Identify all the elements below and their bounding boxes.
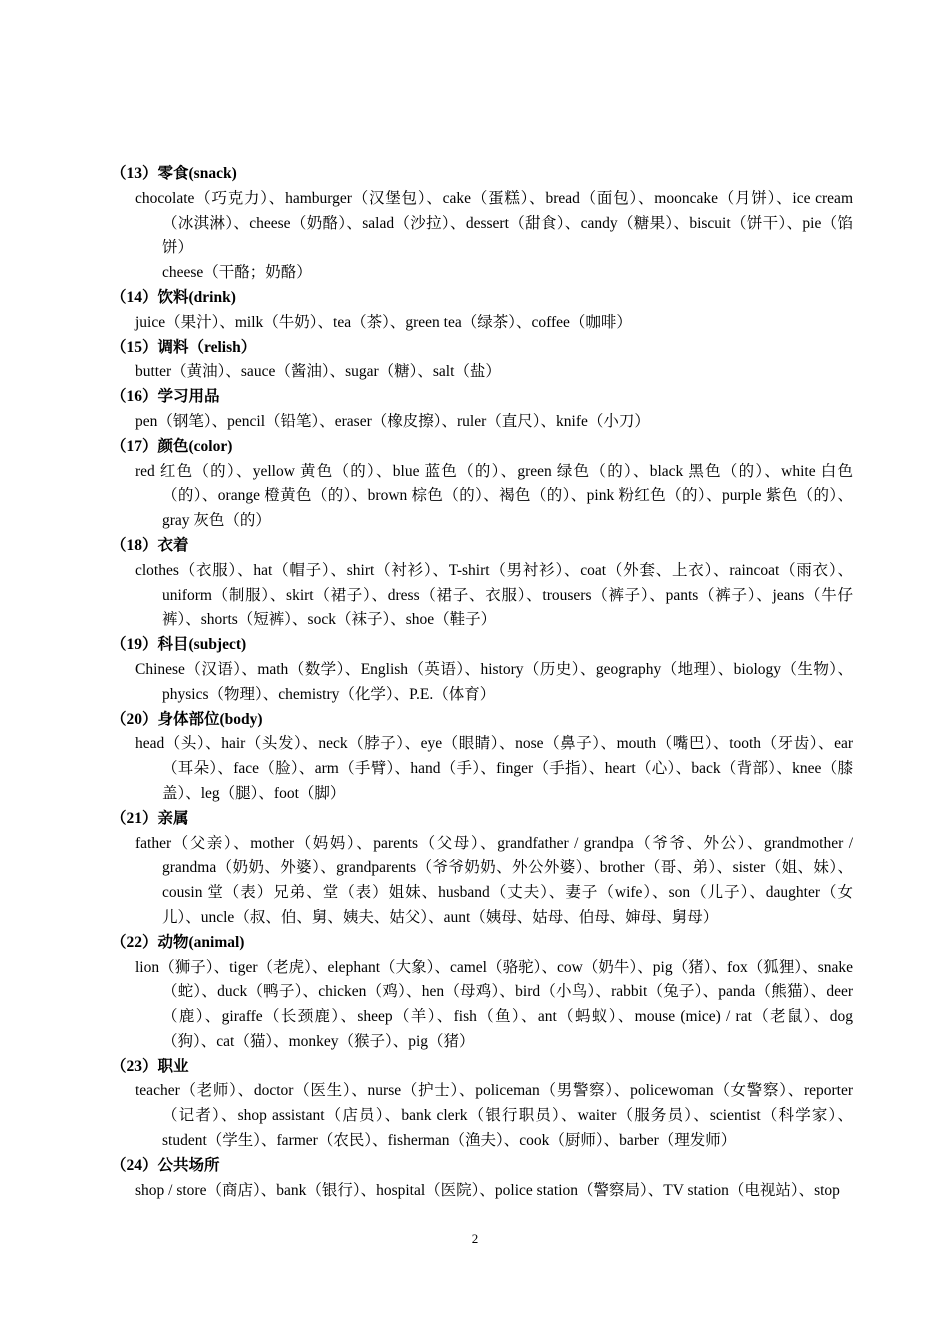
section-heading: （15）调料（relish） (111, 338, 257, 356)
section-text: butter（黄油）、sauce（酱油）、sugar（糖）、salt（盐） (135, 363, 501, 381)
section-heading: （24）公共场所 (111, 1156, 220, 1174)
section-stationery (111, 385, 853, 435)
section-heading: （23）职业 (111, 1057, 189, 1075)
section-heading: （17）颜色(color) (111, 437, 233, 455)
section-heading: （14）饮料(drink) (111, 288, 236, 306)
section-heading: （13）零食(snack) (111, 165, 237, 182)
section-snack (111, 162, 853, 286)
section-text: lion（狮子）、tiger（老虎）、elephant（大象）、camel（骆驼）、cow（奶牛）、pig（猪）、fox（狐狸）、snake（蛇）、duck（鸭子）、chicken（鸡）、hen（母鸡）、bird（小鸟）、rabbit（兔子）、panda（熊猫）、deer（鹿）、giraffe（长颈鹿）、sheep（羊）、fish（鱼）、ant（蚂蚁）、mouse (mice) / rat（老鼠）、dog（狗）、cat（猫）、monkey（猴子）、pig（猪） (135, 958, 853, 1050)
section-drink (111, 286, 853, 336)
section-text: Chinese（汉语）、math（数学）、English（英语）、history（历史）、geography（地理）、biology（生物）、physics（物理）、chemistry（化学）、P.E.（体育） (135, 660, 853, 703)
section-public-places (111, 1154, 853, 1204)
section-text: juice（果汁）、milk（牛奶）、tea（茶）、green tea（绿茶）、coffee（咖啡） (135, 313, 632, 331)
section-animal (111, 931, 853, 1055)
section-relatives (111, 807, 853, 931)
section-text: pen（钢笔）、pencil（铅笔）、eraser（橡皮擦）、ruler（直尺）、knife（小刀） (135, 412, 650, 430)
section-color (111, 435, 853, 534)
section-subject (111, 633, 853, 707)
section-heading: （22）动物(animal) (111, 933, 245, 951)
section-heading: （20）身体部位(body) (111, 710, 263, 728)
section-text: father（父亲）、mother（妈妈）、parents（父母）、grandfather / grandpa（爷爷、外公）、grandmother / grandma（奶奶、外婆）、grandparents（爷爷奶奶、外公外婆）、brother（哥、弟）、sister（姐、妹）、cousin 堂（表）兄弟、堂（表）姐妹、husband（丈夫）、妻子（wife）、son（儿子）、daughter（女儿）、uncle（叔、伯、舅、姨夫、姑父）、aunt（姨母、姑母、伯母、婶母、舅母） (135, 834, 853, 926)
section-extra-text: cheese（干酪；奶酪） (162, 264, 312, 282)
section-occupation (111, 1055, 853, 1154)
section-text: chocolate（巧克力）、hamburger（汉堡包）、cake（蛋糕）、bread（面包）、mooncake（月饼）、ice cream（冰淇淋）、cheese（奶酪）、salad（沙拉）、dessert（甜食）、candy（糖果）、biscuit（饼干）、pie（馅饼） (135, 189, 853, 257)
section-relish (111, 336, 853, 386)
section-heading: （19）科目(subject) (111, 636, 247, 654)
section-text: clothes（衣服）、hat（帽子）、shirt（衬衫）、T-shirt（男衬衫）、coat（外套、上衣）、raincoat（雨衣）、uniform（制服）、skirt（裙子）、dress（裙子、衣服）、trousers（裤子）、pants（裤子）、jeans（牛仔裤）、shorts（短裤）、sock（袜子）、shoe（鞋子） (135, 561, 853, 629)
section-text: red 红色（的）、yellow 黄色（的）、blue 蓝色（的）、green 绿色（的）、black 黑色（的）、white 白色（的）、orange 橙黄色（的）、brown 棕色（的）、褐色（的）、pink 粉红色（的）、purple 紫色（的）、gray 灰色（的） (135, 462, 853, 530)
section-heading: （21）亲属 (111, 809, 189, 827)
section-body (111, 708, 853, 807)
section-heading: （18）衣着 (111, 536, 189, 554)
section-clothing (111, 534, 853, 633)
section-text: shop / store（商店）、bank（银行）、hospital（医院）、police station（警察局）、TV station（电视站）、stop (135, 1181, 840, 1199)
page-number: 2 (471, 1231, 479, 1246)
section-heading: （16）学习用品 (111, 388, 220, 406)
section-text: teacher（老师）、doctor（医生）、nurse（护士）、policeman（男警察）、policewoman（女警察）、reporter（记者）、shop assistant（店员）、bank clerk（银行职员）、waiter（服务员）、scientist（科学家）、student（学生）、farmer（农民）、fisherman（渔夫）、cook（厨师）、barber（理发师） (135, 1082, 853, 1150)
vocabulary-list (111, 162, 853, 1203)
section-text: head（头）、hair（头发）、neck（脖子）、eye（眼睛）、nose（鼻子）、mouth（嘴巴）、tooth（牙齿）、ear（耳朵）、face（脸）、arm（手臂）、hand（手）、finger（手指）、heart（心）、back（背部）、knee（膝盖）、leg（腿）、foot（脚） (135, 735, 853, 802)
